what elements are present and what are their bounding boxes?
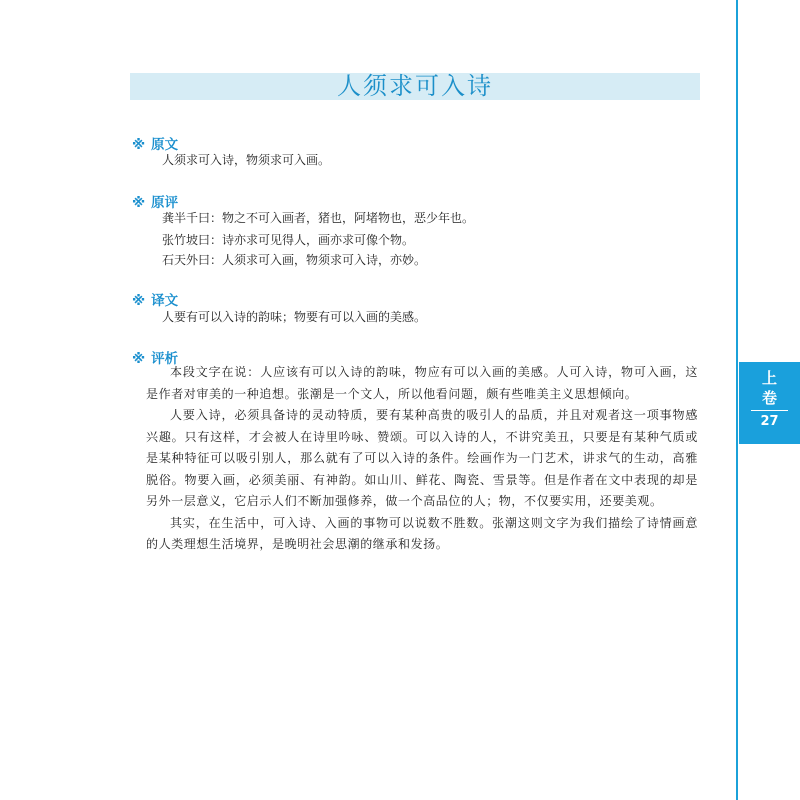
translation-text: 人要有可以入诗的韵味；物要有可以入画的美感。 [162,310,427,324]
section-heading-label: 原评 [151,195,179,211]
page-title: 人须求可入诗 [337,72,493,100]
analysis-paragraph: 其实，在生活中，可入诗、入画的事物可以说数不胜数。张潮这则文字为我们描绘了诗情画意的人类理想生活境界，是晚明社会思潮的继承和发扬。 [146,515,698,551]
original-text: 人须求可入诗，物须求可入画。 [162,153,331,167]
section-heading-label: 译文 [151,293,179,309]
volume-tab [739,362,800,444]
reference-mark-icon: ※ [132,195,146,211]
volume-label-top: 上 [761,369,777,387]
section-heading-label: 原文 [151,137,179,153]
title-banner [130,73,700,100]
analysis-body [146,362,698,556]
analysis-paragraph: 人要入诗，必须具备诗的灵动特质，要有某种高贵的吸引人的品质，并且对观者这一项事物感兴趣。只有这样，才会被人在诗里吟咏、赞颂。可以入诗的人，不讲究美丑，只要是有某种气质或是某种特征可以吸引别人，那么就有了可以入诗的条件。绘画作为一门艺术，讲求气的生动，高雅脱俗。物要入画，必须美丽、有神韵。如山川、鲜花、陶瓷、雪景等。但是作者在文中表现的却是另外一层意义，它启示人们不断加强修养，做一个高品位的人；物，不仅要实用，还要美观。 [146,408,698,508]
section-heading-comments [132,191,178,211]
right-edge-rule [736,0,738,800]
volume-label [739,368,800,408]
volume-label-bottom: 卷 [761,389,777,407]
section-heading-original [132,133,178,153]
reference-mark-icon: ※ [132,351,146,367]
reference-mark-icon: ※ [132,293,146,309]
comment-line: 张竹坡曰：诗亦求可见得人，画亦求可像个物。 [162,233,415,247]
comment-line: 龚半千曰：物之不可入画者，猪也，阿堵物也，恶少年也。 [162,211,475,225]
comment-line: 石天外曰：人须求可入画，物须求可入诗，亦妙。 [162,253,427,267]
reference-mark-icon: ※ [132,137,146,153]
tab-divider [751,410,788,411]
section-heading-label: 评析 [151,351,179,367]
page-number: 27 [760,414,779,429]
section-heading-translation [132,289,178,309]
analysis-paragraph: 本段文字在说：人应该有可以入诗的韵味，物应有可以入画的美感。人可入诗，物可入画，这是作者对审美的一种追想。张潮是一个文人，所以他看问题，颇有些唯美主义思想倾向。 [146,365,698,401]
